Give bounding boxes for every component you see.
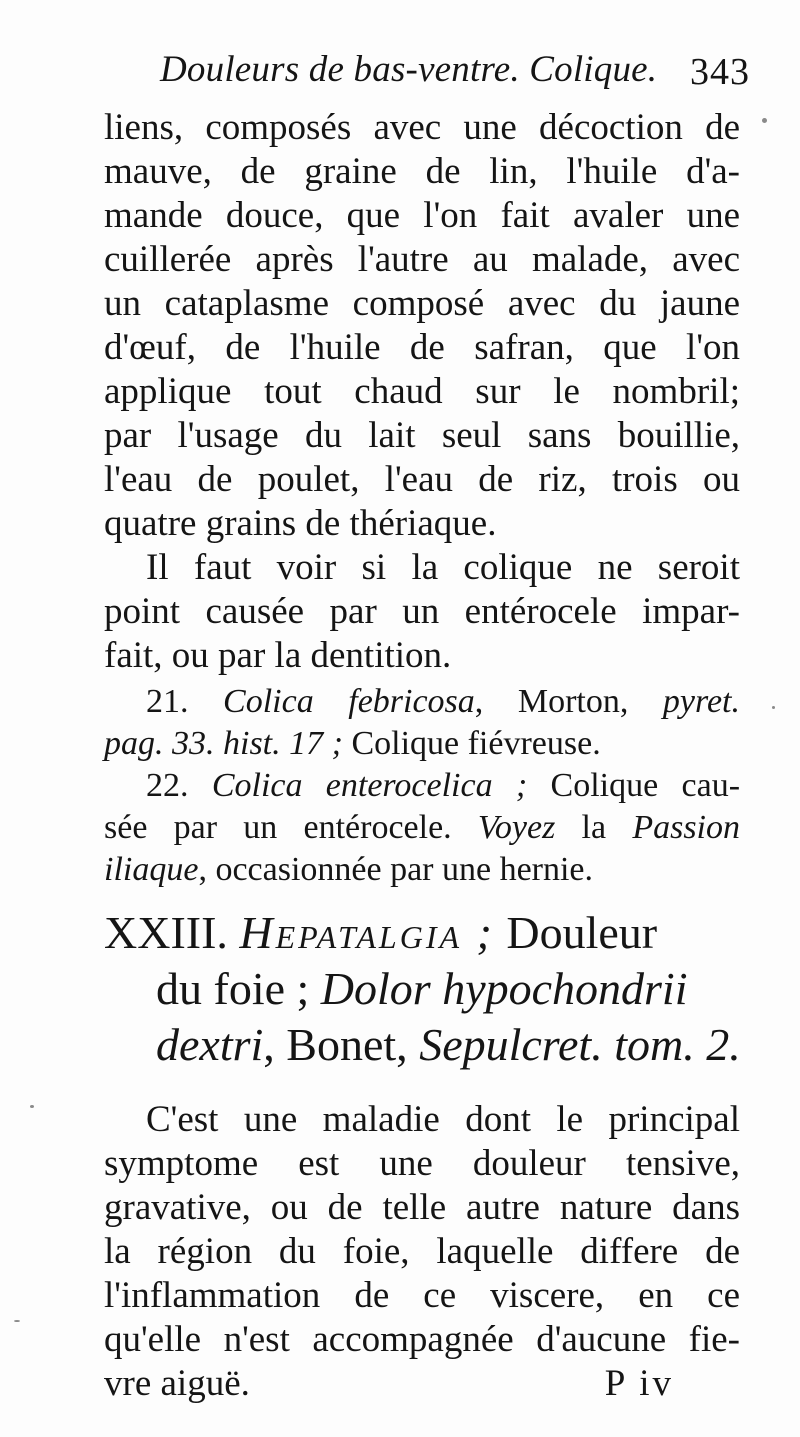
text-line: l'eau de poulet, l'eau de riz, trois ou — [104, 459, 740, 500]
print-speck — [14, 1320, 20, 1322]
cross-reference: Voyez — [477, 809, 556, 846]
text-line: symptome est une douleur tensive, — [104, 1143, 740, 1184]
text-line: qu'elle n'est accompagnée d'aucune fie- — [104, 1319, 740, 1360]
cross-reference: iliaque — [104, 851, 199, 888]
section-reference: Sepulcret. tom. 2. — [419, 1019, 741, 1070]
text-line: quatre grains de thériaque. — [104, 503, 497, 544]
section-author: , Bonet, — [263, 1019, 420, 1070]
section-latin-synonym: Dolor hypochondrii — [320, 963, 688, 1014]
page-number: 343 — [690, 51, 750, 93]
entry-22-cont — [104, 806, 740, 850]
print-speck — [762, 118, 767, 123]
reference: pag. 33. hist. 17 ; — [104, 725, 343, 762]
section-title: du foie ; — [156, 963, 321, 1014]
reference: pyret. — [662, 683, 740, 720]
text-line: mande douce, que l'on fait avaler une — [104, 195, 740, 236]
entry-21-cont — [104, 722, 740, 766]
text-line: C'est une maladie dont le principal — [146, 1099, 740, 1140]
entry-22 — [146, 764, 740, 808]
text-span: , Morton, — [474, 683, 663, 720]
text-line: d'œuf, de l'huile de safran, que l'on — [104, 327, 740, 368]
print-speck — [30, 1105, 34, 1108]
text-line: point causée par un entérocele impar- — [104, 591, 740, 632]
section-title: Douleur — [494, 907, 658, 958]
section-numeral: XXIII. — [104, 907, 240, 958]
entry-21 — [146, 680, 740, 724]
section-heading — [104, 906, 744, 960]
text-line: Il faut voir si la colique ne seroit — [146, 547, 740, 588]
text-line: fait, ou par la dentition. — [104, 635, 452, 676]
french-name: Colique fiévreuse. — [342, 725, 601, 762]
text-span: la — [555, 809, 633, 846]
cross-reference: Passion — [632, 809, 741, 846]
text-line: vre aiguë. — [104, 1363, 250, 1404]
section-latin-synonym: dextri — [156, 1019, 264, 1070]
entry-number: 21. — [146, 683, 224, 720]
text-line: liens, composés avec une décoction de — [104, 107, 740, 148]
text-line: l'inflammation de ce viscere, en ce — [104, 1275, 740, 1316]
text-span: Colique cau- — [527, 767, 741, 804]
text-span: , occasionnée par une hernie. — [198, 851, 594, 888]
running-head — [160, 48, 750, 98]
text-line: cuillerée après l'autre au malade, avec — [104, 239, 740, 280]
latin-name: Colica febricosa — [223, 683, 475, 720]
entry-22-end — [104, 848, 740, 892]
text-line: applique tout chaud sur le nombril; — [104, 371, 740, 412]
text-line: la région du foie, laquelle differe de — [104, 1231, 740, 1272]
running-title: Douleurs de bas-ventre. Colique. — [160, 49, 658, 90]
signature-mark: P iv — [604, 1363, 674, 1404]
text-line: un cataplasme composé avec du jaune — [104, 283, 740, 324]
text-line: mauve, de graine de lin, l'huile d'a- — [104, 151, 740, 192]
section-heading-line2 — [156, 962, 740, 1016]
entry-number: 22. — [146, 767, 212, 804]
text-span: sée par un entérocele. — [104, 809, 478, 846]
text-line: par l'usage du lait seul sans bouillie, — [104, 415, 740, 456]
section-latin-name: Hepatalgia ; — [239, 907, 495, 958]
section-heading-line3 — [156, 1018, 740, 1072]
print-speck — [772, 706, 775, 709]
page-footer — [104, 1362, 674, 1410]
latin-name: Colica enterocelica ; — [211, 767, 528, 804]
text-line: gravative, ou de telle autre nature dans — [104, 1187, 740, 1228]
